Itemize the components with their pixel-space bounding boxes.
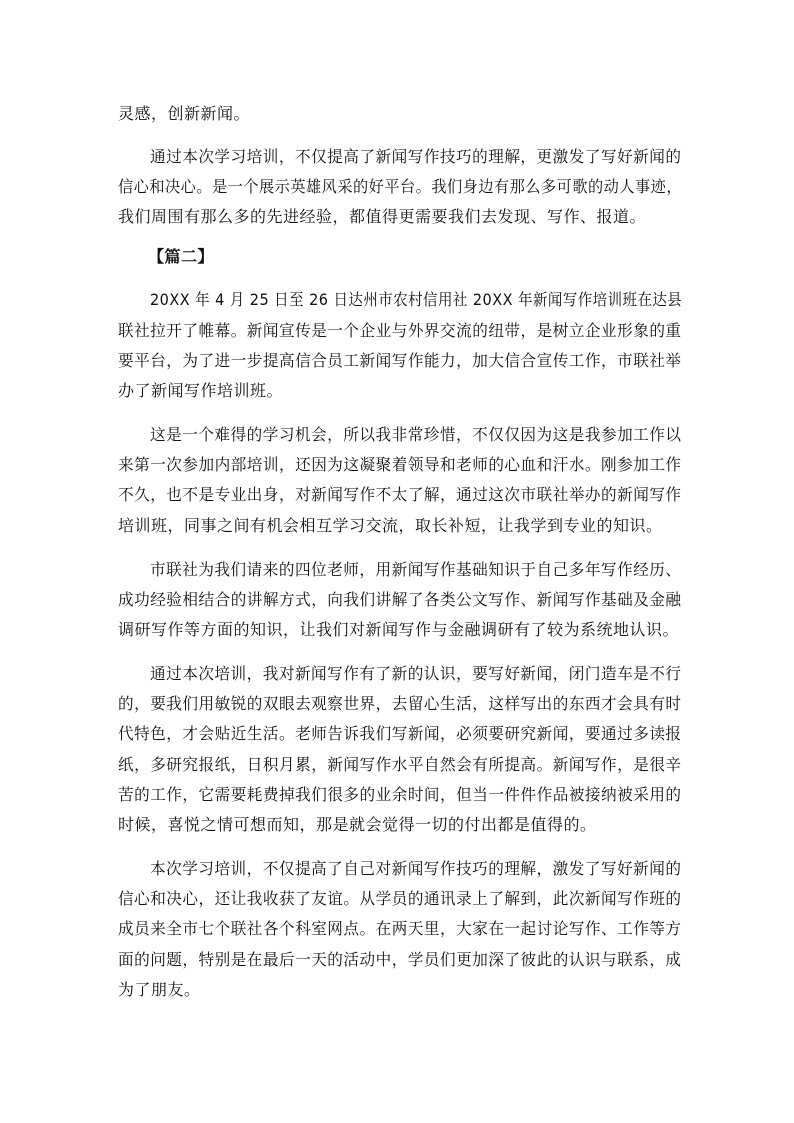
section-heading: 【篇二】 — [148, 247, 215, 266]
text-line: 调研写作等方面的知识，让我们对新闻写作与金融调研有了较为系统地认识。 — [118, 620, 680, 639]
text-line: 我们周围有那么多的先进经验，都值得更需要我们去发现、写作、报道。 — [118, 207, 647, 226]
text-line: 时候，喜悦之情可想而知，那是就会觉得一切的付出都是值得的。 — [118, 815, 597, 834]
text-line: 纸，多研究报纸，日积月累，新闻写作水平自然会有所提高。新闻写作，是很辛 — [118, 755, 682, 774]
text-line: 信心和决心，还让我收获了友谊。从学员的通讯录上了解到，此次新闻写作班的 — [118, 889, 682, 908]
text-line: 面的问题，特别是在最后一天的活动中，学员们更加深了彼此的认识与联系，成 — [118, 950, 682, 969]
text-line: 通过本次学习培训，不仅提高了新闻写作技巧的理解，更激发了写好新闻的 — [150, 147, 682, 166]
text-line: 来第一次参加内部培训，还因为这凝聚着领导和老师的心血和汗水。刚参加工作 — [118, 455, 682, 474]
text-line: 这是一个难得的学习机会，所以我非常珍惜，不仅仅因为这是我参加工作以 — [150, 425, 682, 444]
text-line: 成功经验相结合的讲解方式，向我们讲解了各类公文写作、新闻写作基础及金融 — [118, 590, 682, 609]
text-line: 为了朋友。 — [118, 980, 201, 999]
text-line: 的，要我们用敏锐的双眼去观察世界，去留心生活，这样写出的东西才会具有时 — [118, 694, 682, 713]
text-line: 20XX 年 4 月 25 日至 26 日达州市农村信用社 20XX 年新闻写作培训班在达县 — [150, 290, 683, 309]
text-line: 通过本次培训，我对新闻写作有了新的认识，要写好新闻，闭门造车是不行 — [150, 664, 682, 683]
text-line: 苦的工作，它需要耗费掉我们很多的业余时间，但当一件件作品被接纳被采用的 — [118, 785, 682, 804]
text-line: 市联社为我们请来的四位老师，用新闻写作基础知识于自己多年写作经历、 — [150, 560, 682, 579]
text-line: 灵感，创新新闻。 — [118, 104, 251, 123]
text-line: 代特色，才会贴近生活。老师告诉我们写新闻，必须要研究新闻，要通过多读报 — [118, 724, 682, 743]
text-line: 联社拉开了帷幕。新闻宣传是一个企业与外界交流的纽带，是树立企业形象的重 — [118, 321, 682, 340]
text-line: 办了新闻写作培训班。 — [118, 381, 284, 400]
text-line: 本次学习培训，不仅提高了自己对新闻写作技巧的理解，激发了写好新闻的 — [150, 859, 682, 878]
text-line: 要平台，为了进一步提高信合员工新闻写作能力，加大信合宣传工作，市联社举 — [118, 351, 682, 370]
text-line: 培训班，同事之间有机会相互学习交流，取长补短，让我学到专业的知识。 — [118, 516, 663, 535]
text-line: 信心和决心。是一个展示英雄风采的好平台。我们身边有那么多可歌的动人事迹， — [118, 177, 683, 196]
text-line: 不久，也不是专业出身，对新闻写作不太了解，通过这次市联社举办的新闻写作 — [118, 485, 682, 504]
text-line: 成员来全市七个联社各个科室网点。在两天里，大家在一起讨论写作、工作等方 — [118, 919, 682, 938]
